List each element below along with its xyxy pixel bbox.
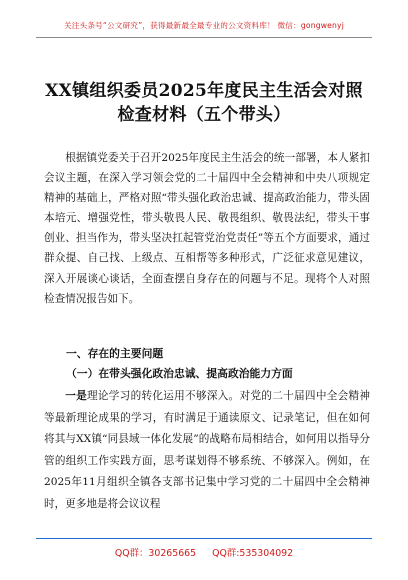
intro-section: [44, 148, 370, 309]
footer-qq-group-1: QQ群：30265665: [114, 548, 197, 559]
problem-lead: 一是: [65, 390, 87, 402]
footer-divider: [36, 538, 372, 539]
footer-contact: [0, 545, 408, 559]
subsection-heading: （一）在带头强化政治忠诚、提高政治能力方面: [66, 367, 293, 380]
subsection-body: [44, 386, 370, 516]
header-promo: 关注头条号“公文研究”，获得最新最全最专业的公文资料库！ 微信：gongwenyj: [63, 21, 345, 30]
footer-qq-group-2: QQ群:535304092: [212, 548, 294, 559]
document-title: [0, 79, 408, 127]
section-heading: 一、存在的主要问题: [66, 347, 164, 360]
intro-paragraph: 根据镇党委关于召开2025年度民主生活会的统一部署，本人紧扣会议主题，在深入学习领会党的二十届四中全会精神和中央八项规定精神的基础上，严格对照“带头强化政治忠诚、提高政治能力，带头固本培元、增强党性，带头敬畏人民、敬畏组织、敬畏法纪，带头干事创业、担当作为，带头坚决扛起管党治党责任”等五个方面要求，通过群众提、自己找、上级点、互相帮等多种形式，广泛征求意见建议，深入开展谈心谈话，全面查摆自身存在的问题与不足。现将个人对照检查情况报告如下。: [44, 152, 370, 305]
title-line-1: XX镇组织委员2025年度民主生活会对照: [45, 81, 363, 101]
header-divider: [36, 37, 372, 38]
problem-text: 理论学习的转化运用不够深入。对党的二十届四中全会精神等最新理论成果的学习，有时满足于通读原文、记录笔记，但在如何将其与XX镇“同县域一体化发展”的战略布局相结合，如何用以指导分管的组织工作实践方面，思考谋划得不够系统、不够深入。例如，在2025年11月组织全镇各支部书记集中学习党的二十届四中全会精神时，更多地是将会议议程: [44, 390, 371, 510]
problem-paragraph: [44, 386, 370, 516]
title-line-2: 检查材料（五个带头）: [117, 105, 291, 125]
